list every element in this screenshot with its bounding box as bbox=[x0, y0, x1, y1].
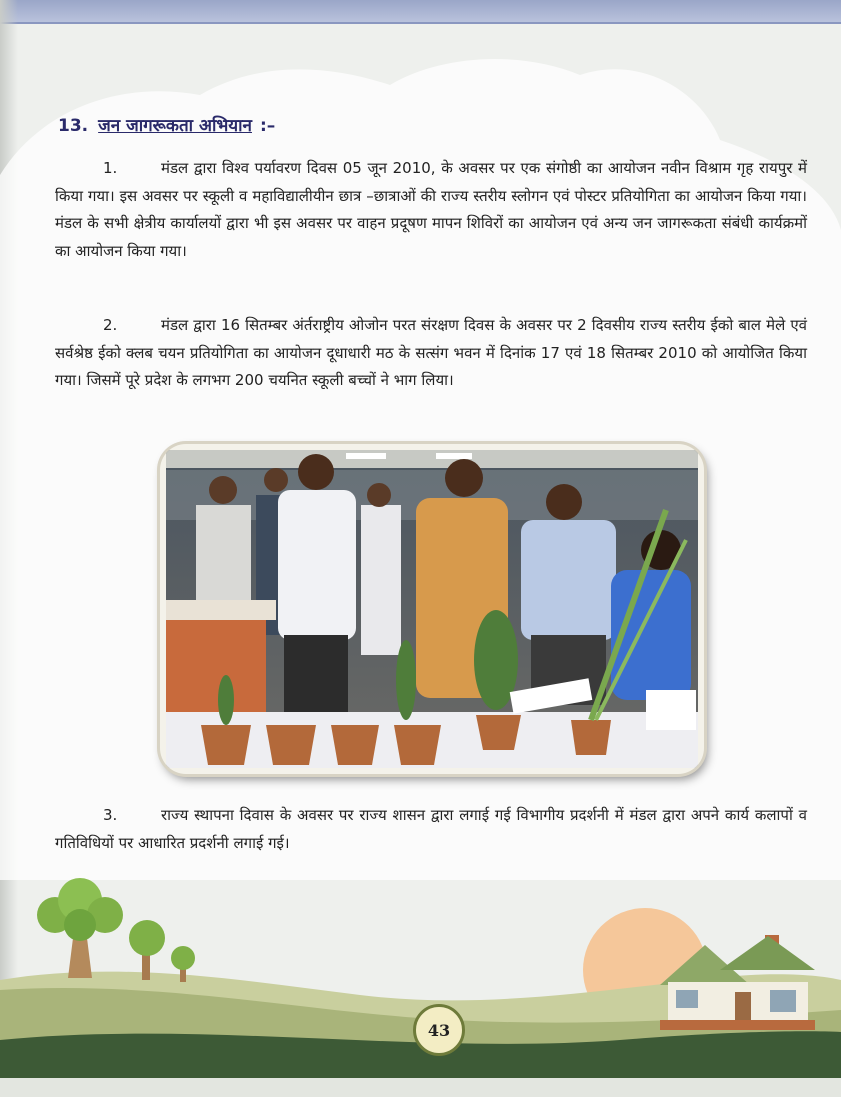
paragraph-number: 2. bbox=[103, 316, 118, 334]
paragraph-2 bbox=[55, 312, 807, 395]
paragraph-text: मंडल द्वारा 16 सितम्बर अंर्तराष्ट्रीय ओजोन परत संरक्षण दिवस के अवसर पर 2 दिवसीय राज्य स्तरीय ईको बाल मेले एवं सर्वश्रेष्ठ ईको क्लब चयन प्रतियोगिता का आयोजन दूधाधारी मठ के सत्संग भवन में दिनांक 17 एवं 18 सितम्बर 2010 को आयोजित किया गया। जिसमें पूरे प्रदेश के लगभग 200 चयनित स्कूली बच्चों ने भाग लिया। bbox=[55, 316, 807, 389]
paragraph-text: राज्य स्थापना दिवास के अवसर पर राज्य शासन द्वारा लगाई गई विभागीय प्रदर्शनी में मंडल द्वारा अपने कार्य कलापों व गतिविधियों पर आधारित प्रदर्शनी लगाई गई। bbox=[55, 806, 807, 852]
paragraph-number: 1. bbox=[103, 159, 118, 177]
event-photo bbox=[160, 444, 704, 774]
paragraph-number: 3. bbox=[103, 806, 118, 824]
event-photo-illustration bbox=[166, 450, 698, 768]
footer-landscape bbox=[0, 870, 841, 1097]
paragraph-3 bbox=[55, 802, 807, 857]
tree-icon bbox=[37, 878, 123, 978]
section-heading bbox=[58, 113, 275, 136]
section-suffix: :– bbox=[260, 116, 276, 136]
tree-icon bbox=[129, 920, 165, 980]
paragraph-text: मंडल द्वारा विश्व पर्यावरण दिवस 05 जून 2010, के अवसर पर एक संगोष्ठी का आयोजन नवीन विश्राम गृह रायपुर में किया गया। इस अवसर पर स्कूली व महाविद्यालीयीन छात्र –छात्राओं की राज्य स्तरीय स्लोगन एवं पोस्टर प्रतियोगिता का आयोजन किया गया। मंडल के सभी क्षेत्रीय कार्यालयों द्वारा भी इस अवसर पर वाहन प्रदूषण मापन शिविरों का आयोजन एवं अन्य जन जागरूकता संबंधी कार्यक्रमों का आयोजन किया गया। bbox=[55, 159, 807, 260]
section-title: जन जागरूकता अभियान bbox=[98, 116, 252, 136]
section-number: 13. bbox=[58, 116, 89, 136]
page-number: 43 bbox=[413, 1004, 465, 1056]
paragraph-1 bbox=[55, 155, 807, 265]
